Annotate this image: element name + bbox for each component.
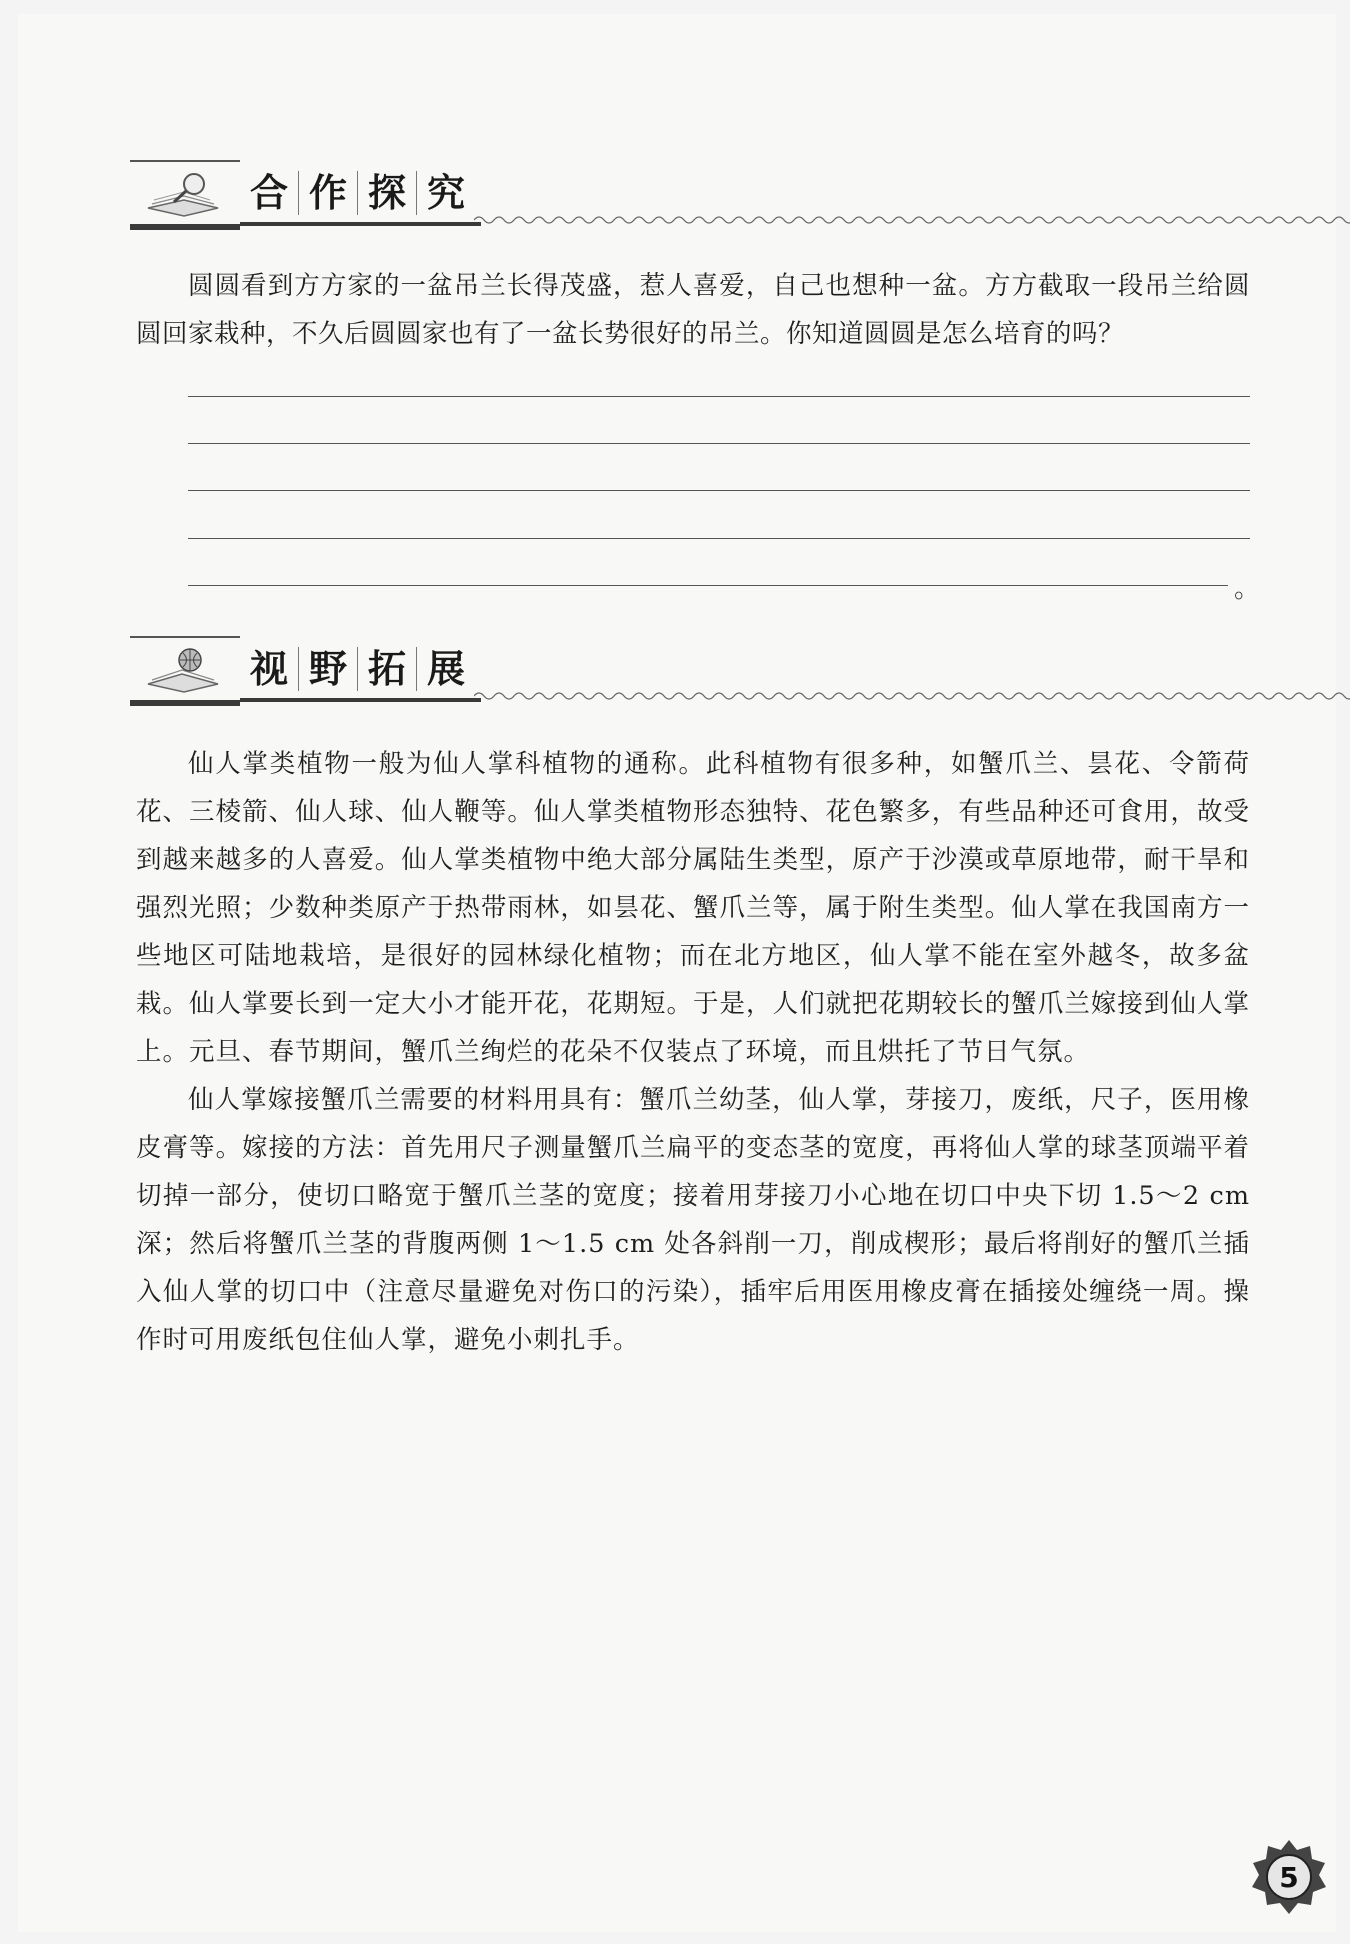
wavy-divider xyxy=(474,690,1350,702)
answer-line[interactable] xyxy=(188,396,1250,397)
title-char: 作 xyxy=(299,171,358,215)
inquiry-question xyxy=(136,262,1250,358)
title-char: 合 xyxy=(240,171,299,215)
answer-end-mark: 。 xyxy=(1234,574,1261,604)
section-header-horizon-expansion xyxy=(130,636,1250,706)
section-header-cooperative-inquiry xyxy=(130,160,1250,230)
section-title xyxy=(240,164,481,226)
answer-line[interactable] xyxy=(188,538,1250,539)
header-icon-box xyxy=(130,636,240,700)
header-icon-box xyxy=(130,160,240,224)
section-title xyxy=(240,640,481,702)
wavy-divider xyxy=(474,214,1350,226)
title-char: 探 xyxy=(358,171,417,215)
page-number: 5 xyxy=(1279,1860,1299,1894)
title-char: 拓 xyxy=(358,647,417,691)
globe-book-icon xyxy=(144,646,222,694)
answer-line[interactable] xyxy=(188,585,1228,586)
book-magnifier-icon xyxy=(144,170,222,218)
title-char: 野 xyxy=(299,647,358,691)
answer-line[interactable] xyxy=(188,443,1250,444)
passage-paragraph: 仙人掌嫁接蟹爪兰需要的材料用具有：蟹爪兰幼茎，仙人掌，芽接刀，废纸，尺子，医用橡皮膏等。嫁接的方法：首先用尺子测量蟹爪兰扁平的变态茎的宽度，再将仙人掌的球茎顶端平着切掉一部分，使切口略宽于蟹爪兰茎的宽度；接着用芽接刀小心地在切口中央下切 1.5～2 cm深；然后将蟹爪兰茎的背腹两侧 1～1.5 cm 处各斜削一刀，削成楔形；最后将削好的蟹爪兰插入仙人掌的切口中（注意尽量避免对伤口的污染），插牢后用医用橡皮膏在插接处缠绕一周。操作时可用废纸包住仙人掌，避免小刺扎手。 xyxy=(136,1085,1250,1355)
question-text: 圆圆看到方方家的一盆吊兰长得茂盛，惹人喜爱，自己也想种一盆。方方截取一段吊兰给圆圆回家栽种，不久后圆圆家也有了一盆长势很好的吊兰。你知道圆圆是怎么培育的吗？ xyxy=(136,271,1250,349)
passage-paragraph: 仙人掌类植物一般为仙人掌科植物的通称。此科植物有很多种，如蟹爪兰、昙花、令箭荷花、三棱箭、仙人球、仙人鞭等。仙人掌类植物形态独特、花色繁多，有些品种还可食用，故受到越来越多的人喜爱。仙人掌类植物中绝大部分属陆生类型，原产于沙漠或草原地带，耐干旱和强烈光照；少数种类原产于热带雨林，如昙花、蟹爪兰等，属于附生类型。仙人掌在我国南方一些地区可陆地栽培，是很好的园林绿化植物；而在北方地区，仙人掌不能在室外越冬，故多盆栽。仙人掌要长到一定大小才能开花，花期短。于是，人们就把花期较长的蟹爪兰嫁接到仙人掌上。元旦、春节期间，蟹爪兰绚烂的花朵不仅装点了环境，而且烘托了节日气氛。 xyxy=(136,749,1250,1067)
title-char: 究 xyxy=(427,171,466,215)
title-char: 展 xyxy=(427,647,466,691)
reading-passage xyxy=(136,740,1250,1364)
answer-line[interactable] xyxy=(188,490,1250,491)
title-char: 视 xyxy=(240,647,299,691)
